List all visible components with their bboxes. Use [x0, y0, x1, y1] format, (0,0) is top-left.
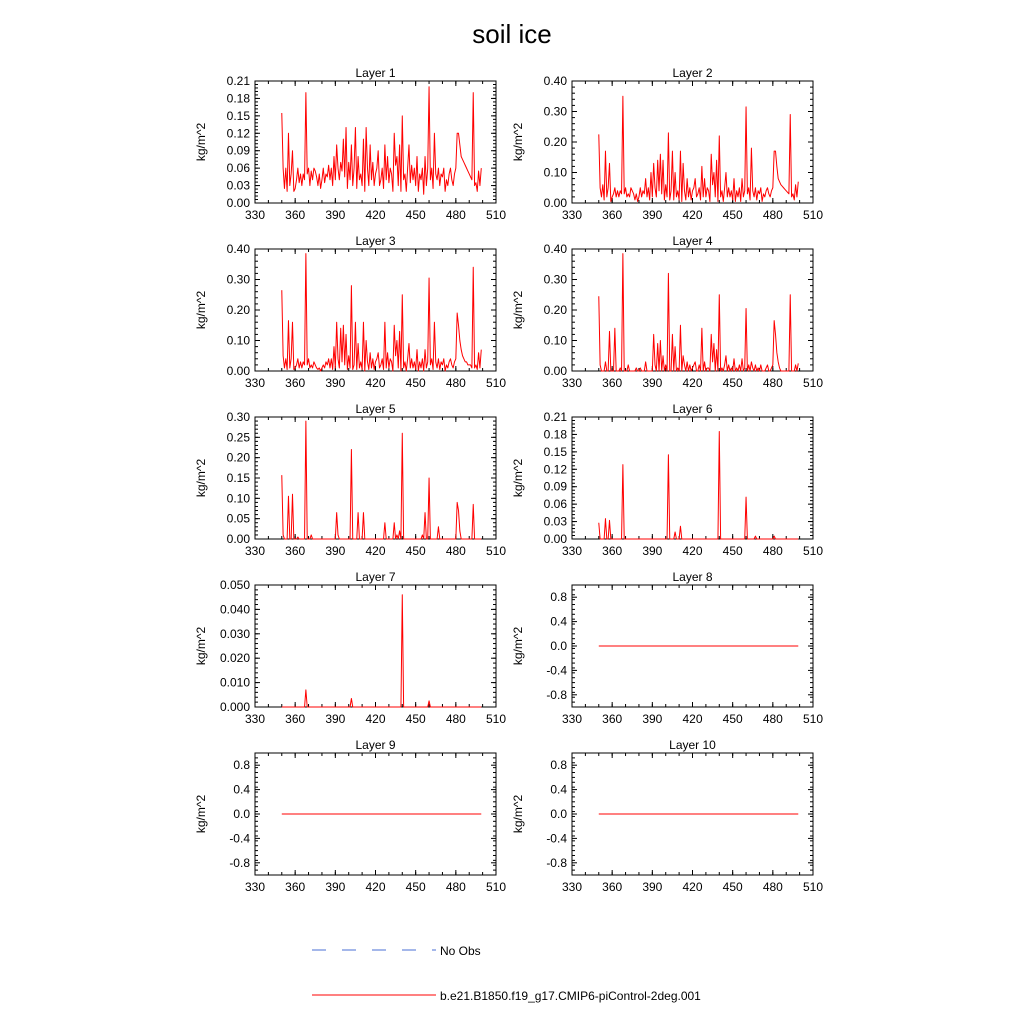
- y-axis-label: kg/m^2: [194, 458, 208, 498]
- x-tick-label: 330: [244, 544, 266, 558]
- y-tick-label: 0.21: [226, 74, 250, 88]
- x-tick-label: 360: [285, 544, 306, 558]
- x-tick-label: 510: [802, 880, 824, 894]
- y-tick-label: 0.0: [550, 807, 567, 821]
- y-tick-label: 0.0: [233, 807, 250, 821]
- x-tick-label: 480: [762, 880, 783, 894]
- y-tick-label: 0.18: [543, 427, 567, 442]
- y-tick-label: 0.10: [543, 333, 567, 348]
- x-tick-label: 390: [642, 208, 663, 222]
- y-axis-label: kg/m^2: [194, 122, 208, 162]
- x-tick-label: 510: [485, 544, 507, 558]
- series-line-model: [599, 432, 798, 539]
- y-tick-label: 0.25: [226, 430, 250, 445]
- x-tick-label: 450: [722, 208, 743, 222]
- x-tick-label: 390: [642, 376, 663, 390]
- x-tick-label: 390: [325, 712, 346, 726]
- x-tick-label: 480: [445, 880, 466, 894]
- y-tick-label: 0.10: [543, 165, 567, 180]
- y-axis-label: kg/m^2: [511, 458, 525, 498]
- x-tick-label: 420: [365, 880, 386, 894]
- panel-title: Layer 6: [672, 402, 713, 416]
- panel-layer-6: [511, 402, 823, 558]
- x-tick-label: 510: [802, 544, 824, 558]
- y-tick-label: 0.30: [543, 272, 567, 287]
- x-tick-label: 360: [602, 208, 623, 222]
- x-tick-label: 510: [485, 208, 507, 222]
- y-tick-label: -0.4: [546, 663, 567, 678]
- y-tick-label: 0.18: [226, 91, 250, 106]
- y-tick-label: 0.06: [543, 497, 567, 512]
- x-tick-label: 450: [405, 208, 426, 222]
- x-tick-label: 480: [445, 544, 466, 558]
- series-line-model: [599, 254, 798, 371]
- x-tick-label: 330: [561, 880, 583, 894]
- y-tick-label: 0.15: [543, 444, 567, 459]
- panel-layer-9: [194, 738, 506, 894]
- y-tick-label: 0.000: [219, 700, 250, 714]
- y-tick-label: 0.21: [543, 410, 567, 424]
- y-tick-label: -0.8: [546, 855, 567, 870]
- x-tick-label: 420: [682, 880, 703, 894]
- y-tick-label: 0.30: [226, 272, 250, 287]
- y-tick-label: 0.09: [543, 479, 567, 494]
- x-tick-label: 510: [802, 376, 824, 390]
- y-tick-label: 0.05: [226, 511, 250, 526]
- x-tick-label: 360: [602, 544, 623, 558]
- y-tick-label: 0.4: [233, 782, 250, 797]
- series-line-model: [599, 96, 798, 201]
- y-tick-label: -0.8: [546, 687, 567, 702]
- y-tick-label: 0.4: [550, 614, 567, 629]
- x-tick-label: 420: [365, 712, 386, 726]
- x-tick-label: 390: [325, 208, 346, 222]
- x-tick-label: 360: [285, 880, 306, 894]
- y-tick-label: 0.09: [226, 143, 250, 158]
- x-tick-label: 450: [405, 544, 426, 558]
- figure-title: soil ice: [472, 19, 552, 49]
- x-tick-label: 450: [722, 712, 743, 726]
- y-tick-label: 0.00: [226, 196, 250, 210]
- y-tick-label: 0.00: [543, 364, 567, 378]
- y-tick-label: 0.40: [226, 242, 250, 256]
- panel-title: Layer 9: [355, 738, 396, 752]
- x-tick-label: 390: [325, 376, 346, 390]
- panel-title: Layer 7: [355, 570, 396, 584]
- x-tick-label: 450: [405, 880, 426, 894]
- y-tick-label: -0.8: [229, 855, 250, 870]
- x-tick-label: 360: [602, 376, 623, 390]
- x-tick-label: 450: [405, 376, 426, 390]
- x-tick-label: 330: [561, 544, 583, 558]
- panel-layer-5: [194, 402, 506, 558]
- x-tick-label: 360: [285, 712, 306, 726]
- y-tick-label: 0.30: [543, 104, 567, 119]
- x-tick-label: 390: [325, 544, 346, 558]
- x-tick-label: 390: [642, 712, 663, 726]
- x-tick-label: 420: [682, 544, 703, 558]
- y-tick-label: 0.020: [219, 651, 250, 666]
- y-tick-label: -0.4: [546, 831, 567, 846]
- panel-layer-10: [511, 738, 823, 894]
- x-tick-label: 330: [244, 880, 266, 894]
- legend-label-no-obs: No Obs: [440, 944, 481, 958]
- y-tick-label: 0.03: [226, 178, 250, 193]
- y-tick-label: -0.4: [229, 831, 250, 846]
- y-axis-label: kg/m^2: [511, 122, 525, 162]
- x-tick-label: 450: [405, 712, 426, 726]
- x-tick-label: 450: [722, 880, 743, 894]
- y-tick-label: 0.12: [543, 462, 567, 477]
- x-tick-label: 480: [445, 712, 466, 726]
- y-tick-label: 0.10: [226, 491, 250, 506]
- panel-layer-1: [194, 66, 506, 222]
- legend-label-model: b.e21.B1850.f19_g17.CMIP6-piControl-2deg.001: [440, 989, 701, 1003]
- y-tick-label: 0.030: [219, 626, 250, 641]
- y-tick-label: 0.40: [543, 242, 567, 256]
- x-tick-label: 330: [561, 208, 583, 222]
- y-tick-label: 0.040: [219, 602, 250, 617]
- x-tick-label: 420: [682, 712, 703, 726]
- panel-title: Layer 4: [672, 234, 713, 248]
- panel-layer-7: [194, 570, 506, 726]
- x-tick-label: 330: [561, 376, 583, 390]
- y-tick-label: 0.8: [550, 590, 567, 605]
- x-tick-label: 480: [445, 208, 466, 222]
- y-tick-label: 0.03: [543, 514, 567, 529]
- y-axis-label: kg/m^2: [511, 290, 525, 330]
- series-line-model: [282, 421, 481, 539]
- x-tick-label: 330: [244, 712, 266, 726]
- y-tick-label: 0.0: [550, 639, 567, 653]
- y-tick-label: 0.20: [226, 450, 250, 465]
- x-tick-label: 510: [802, 712, 824, 726]
- y-tick-label: 0.8: [233, 758, 250, 773]
- series-line-model: [282, 87, 481, 194]
- x-tick-label: 360: [285, 376, 306, 390]
- y-tick-label: 0.15: [226, 471, 250, 485]
- x-tick-label: 420: [365, 208, 386, 222]
- y-tick-label: 0.12: [226, 126, 250, 141]
- panel-title: Layer 3: [355, 234, 396, 248]
- x-tick-label: 390: [642, 880, 663, 894]
- x-tick-label: 450: [722, 376, 743, 390]
- y-tick-label: 0.15: [226, 108, 250, 123]
- x-tick-label: 450: [722, 544, 743, 558]
- y-tick-label: 0.00: [543, 196, 567, 210]
- y-tick-label: 0.8: [550, 758, 567, 773]
- x-tick-label: 390: [642, 544, 663, 558]
- x-tick-label: 480: [762, 208, 783, 222]
- y-tick-label: 0.00: [543, 532, 567, 546]
- panel-layer-2: [511, 66, 823, 222]
- x-tick-label: 360: [602, 712, 623, 726]
- series-line-model: [282, 254, 481, 371]
- panel-title: Layer 8: [672, 570, 713, 584]
- x-tick-label: 330: [244, 376, 266, 390]
- legend: [312, 944, 701, 1003]
- y-tick-label: 0.00: [226, 532, 250, 546]
- plot-frame: [572, 417, 813, 539]
- y-tick-label: 0.4: [550, 782, 567, 797]
- y-tick-label: 0.10: [226, 333, 250, 348]
- panel-title: Layer 1: [355, 66, 396, 80]
- x-tick-label: 390: [325, 880, 346, 894]
- x-tick-label: 510: [485, 712, 507, 726]
- plot-frame: [255, 585, 496, 707]
- x-tick-label: 480: [762, 712, 783, 726]
- x-tick-label: 510: [802, 208, 824, 222]
- series-line-model: [282, 595, 481, 707]
- x-tick-label: 360: [285, 208, 306, 222]
- x-tick-label: 480: [445, 376, 466, 390]
- x-tick-label: 420: [682, 376, 703, 390]
- panel-layer-3: [194, 234, 506, 390]
- x-tick-label: 420: [682, 208, 703, 222]
- y-axis-label: kg/m^2: [194, 794, 208, 834]
- y-tick-label: 0.40: [543, 74, 567, 88]
- y-tick-label: 0.30: [226, 410, 250, 424]
- panel-title: Layer 2: [672, 66, 713, 80]
- panel-layer-8: [511, 570, 823, 726]
- y-tick-label: 0.20: [543, 303, 567, 317]
- x-tick-label: 480: [762, 544, 783, 558]
- panel-title: Layer 10: [669, 738, 716, 752]
- x-tick-label: 420: [365, 544, 386, 558]
- x-tick-label: 420: [365, 376, 386, 390]
- x-tick-label: 360: [602, 880, 623, 894]
- y-tick-label: 0.050: [219, 578, 250, 592]
- y-tick-label: 0.010: [219, 675, 250, 690]
- y-tick-label: 0.20: [543, 135, 567, 149]
- panel-layer-4: [511, 234, 823, 390]
- y-axis-label: kg/m^2: [194, 626, 208, 666]
- panels: [194, 66, 823, 894]
- x-tick-label: 510: [485, 376, 507, 390]
- y-axis-label: kg/m^2: [511, 626, 525, 666]
- y-tick-label: 0.00: [226, 364, 250, 378]
- y-axis-label: kg/m^2: [511, 794, 525, 834]
- panel-title: Layer 5: [355, 402, 396, 416]
- y-tick-label: 0.06: [226, 161, 250, 176]
- y-axis-label: kg/m^2: [194, 290, 208, 330]
- y-tick-label: 0.20: [226, 303, 250, 317]
- plot-frame: [255, 417, 496, 539]
- x-tick-label: 480: [762, 376, 783, 390]
- x-tick-label: 510: [485, 880, 507, 894]
- x-tick-label: 330: [561, 712, 583, 726]
- x-tick-label: 330: [244, 208, 266, 222]
